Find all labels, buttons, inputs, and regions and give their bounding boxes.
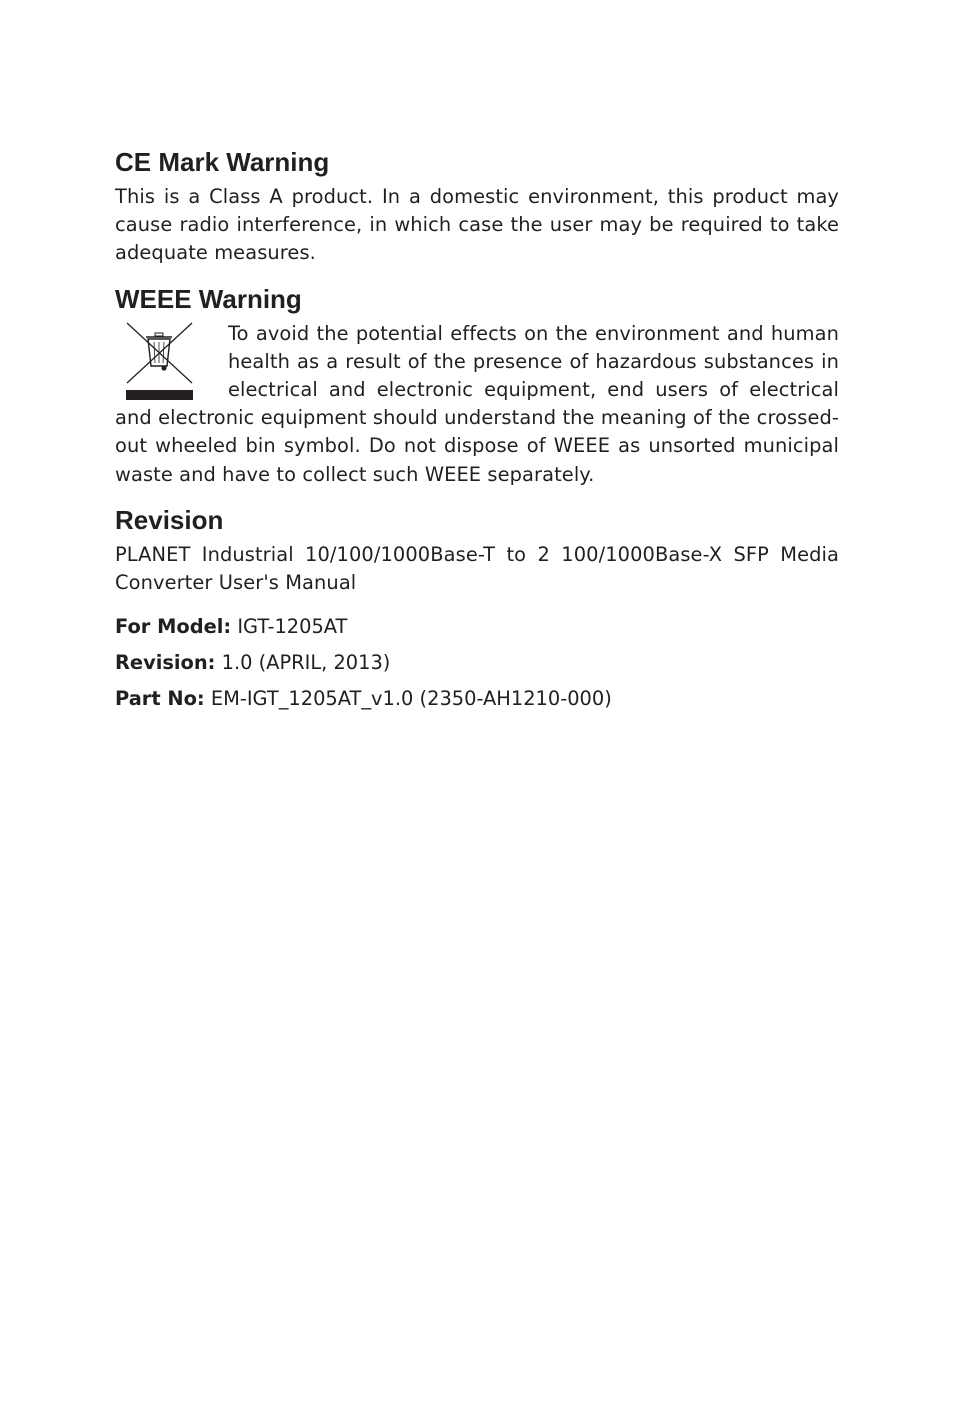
revision-label: Revision: xyxy=(115,651,216,675)
ce-section xyxy=(115,145,839,268)
model-label: For Model: xyxy=(115,615,232,639)
revision-text: PLANET Industrial 10/100/1000Base-T to 2 100/1000Base-X SFP Media Converter User's Manual xyxy=(115,542,839,595)
crossed-out-wheeled-bin-icon xyxy=(124,321,196,403)
revision-heading: Revision xyxy=(115,504,224,535)
weee-section xyxy=(115,282,839,489)
weee-heading: WEEE Warning xyxy=(115,283,302,314)
ce-text: This is a Class A product. In a domestic environment, this product may cause radio interference, in which case the user may be required to take adequate measures. xyxy=(115,185,839,265)
model-line xyxy=(115,613,839,641)
revision-value: 1.0 (APRIL, 2013) xyxy=(221,651,391,675)
weee-text: To avoid the potential effects on the environment and human health as a result of the presence of hazardous substances in electrical and electronic equipment, end users of electrical and electronic equipment should understand the meaning of the crossed-out wheeled bin symbol. Do not dispose of WEEE as unsorted municipal waste and have to collect such WEEE separately. xyxy=(115,321,839,486)
model-value: IGT-1205AT xyxy=(237,615,348,639)
document-page xyxy=(115,145,839,727)
part-label: Part No: xyxy=(115,687,205,711)
revision-line xyxy=(115,649,839,677)
revision-section xyxy=(115,503,839,713)
part-value: EM-IGT_1205AT_v1.0 (2350-AH1210-000) xyxy=(210,687,612,711)
part-line xyxy=(115,685,839,713)
ce-heading: CE Mark Warning xyxy=(115,147,330,177)
